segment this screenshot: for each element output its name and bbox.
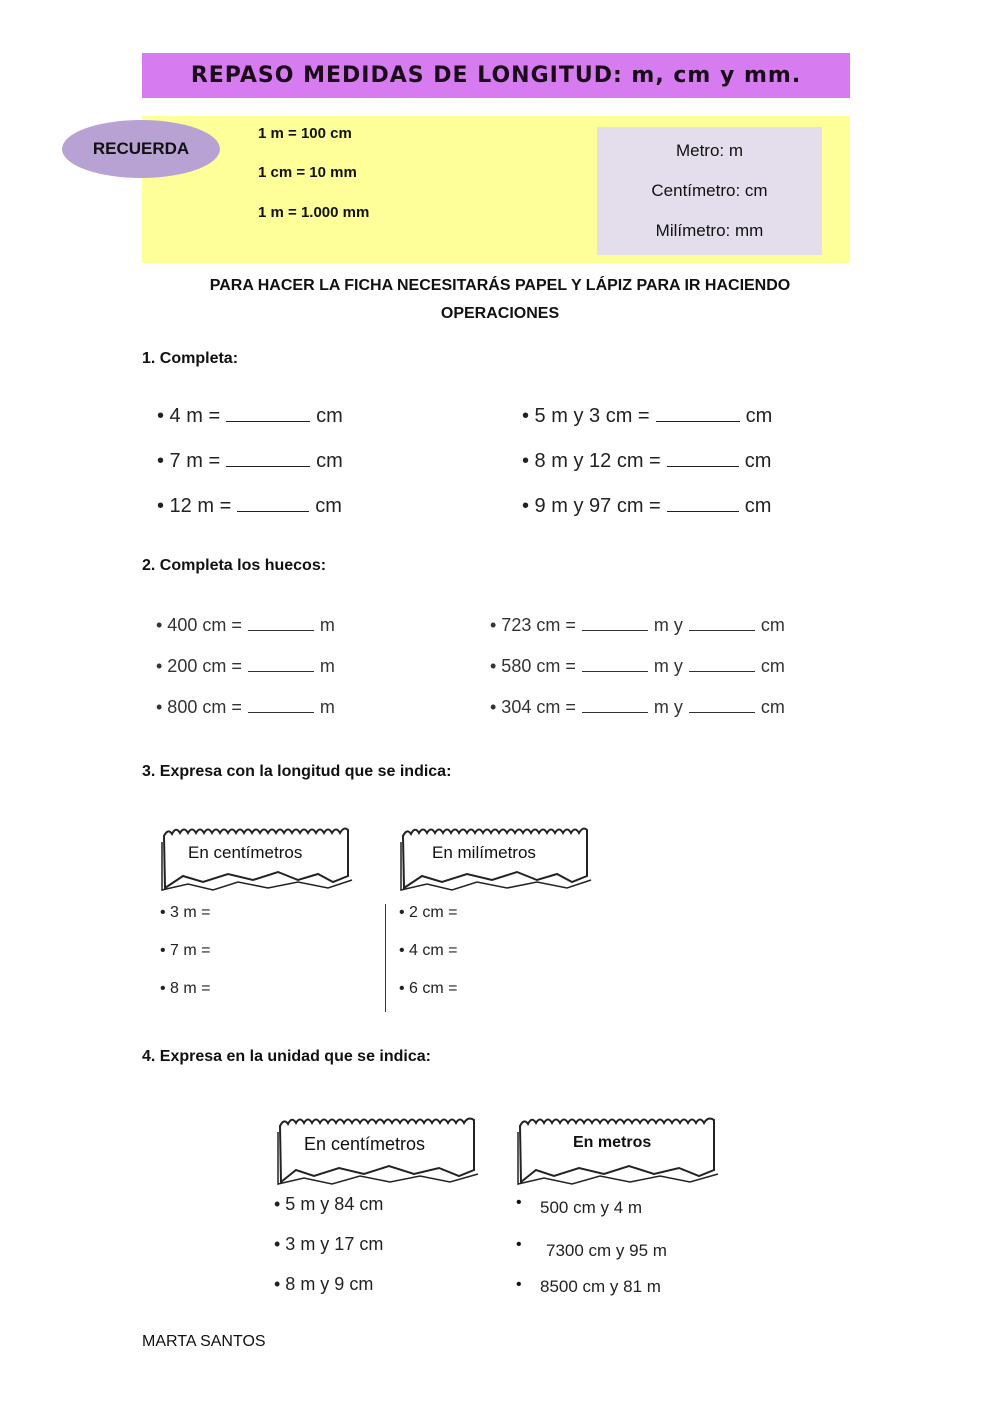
- exercise-3-right-2[interactable]: • 4 cm =: [399, 942, 458, 959]
- exercise-4-left-2[interactable]: • 3 m y 17 cm: [274, 1234, 384, 1254]
- exercise-4-left-3[interactable]: • 8 m y 9 cm: [274, 1274, 374, 1294]
- unit-metro: Metro: m: [675, 141, 744, 160]
- section-1-title: 1. Completa:: [142, 350, 239, 367]
- answer-blank[interactable]: [667, 495, 739, 512]
- exercise-2-right-1: • 723 cm = m y cm: [490, 615, 785, 635]
- exercise-2-left-3: • 800 cm = m: [156, 697, 335, 717]
- answer-blank[interactable]: [226, 405, 310, 422]
- worksheet-title: REPASO MEDIDAS DE LONGITUD: m, cm y mm.: [142, 53, 850, 98]
- exercise-1-right-1: • 5 m y 3 cm = cm: [522, 405, 773, 427]
- answer-blank[interactable]: [667, 450, 739, 467]
- exercise-2-right-3: • 304 cm = m y cm: [490, 697, 785, 717]
- banner-centimetros: En centímetros: [158, 822, 358, 892]
- bullet-icon: •: [516, 1236, 522, 1253]
- answer-blank-cm[interactable]: [689, 657, 755, 672]
- answer-blank[interactable]: [248, 698, 314, 713]
- exercise-3-left-2[interactable]: • 7 m =: [160, 942, 211, 959]
- exercise-2-left-2: • 200 cm = m: [156, 656, 335, 676]
- answer-blank[interactable]: [237, 495, 309, 512]
- answer-blank-cm[interactable]: [689, 698, 755, 713]
- instructions: [142, 272, 858, 328]
- answer-blank[interactable]: [226, 450, 310, 467]
- banner-milimetros: En milímetros: [397, 822, 597, 892]
- exercise-3-left-1[interactable]: • 3 m =: [160, 904, 211, 921]
- exercise-4-left-1[interactable]: • 5 m y 84 cm: [274, 1194, 384, 1214]
- banner-metros: En metros: [514, 1112, 724, 1186]
- equivalence-m-cm: 1 m = 100 cm: [258, 125, 352, 142]
- exercise-1-right-2: • 8 m y 12 cm = cm: [522, 450, 772, 472]
- section-3-title: 3. Expresa con la longitud que se indica:: [142, 763, 452, 780]
- exercise-1-left-2: • 7 m = cm: [157, 450, 343, 472]
- units-box: [597, 127, 822, 255]
- exercise-4-right-3[interactable]: 8500 cm y 81 m: [540, 1277, 661, 1296]
- bullet-icon: •: [516, 1194, 522, 1211]
- exercise-1-left-1: • 4 m = cm: [157, 405, 343, 427]
- exercise-3-left-3[interactable]: • 8 m =: [160, 980, 211, 997]
- exercise-2-right-2: • 580 cm = m y cm: [490, 656, 785, 676]
- recuerda-badge: RECUERDA: [62, 120, 220, 178]
- exercise-3-right-3[interactable]: • 6 cm =: [399, 980, 458, 997]
- column-divider: [385, 904, 386, 1012]
- section-4-title: 4. Expresa en la unidad que se indica:: [142, 1048, 431, 1065]
- answer-blank[interactable]: [656, 405, 740, 422]
- exercise-2-left-1: • 400 cm = m: [156, 615, 335, 635]
- unit-milimetro: Milímetro: mm: [655, 221, 764, 240]
- equivalence-cm-mm: 1 cm = 10 mm: [258, 164, 357, 181]
- exercise-4-right-2[interactable]: 7300 cm y 95 m: [546, 1241, 667, 1260]
- answer-blank[interactable]: [248, 616, 314, 631]
- banner-centimetros-2: En centímetros: [274, 1112, 484, 1186]
- section-2-title: 2. Completa los huecos:: [142, 557, 327, 574]
- exercise-4-right-1[interactable]: 500 cm y 4 m: [540, 1198, 643, 1217]
- answer-blank-m[interactable]: [582, 616, 648, 631]
- answer-blank[interactable]: [248, 657, 314, 672]
- equivalence-m-mm: 1 m = 1.000 mm: [258, 204, 370, 221]
- answer-blank-cm[interactable]: [689, 616, 755, 631]
- exercise-3-right-1[interactable]: • 2 cm =: [399, 904, 458, 921]
- instructions-line-1: PARA HACER LA FICHA NECESITARÁS PAPEL Y LÁPIZ PARA IR HACIENDO: [209, 277, 791, 294]
- answer-blank-m[interactable]: [582, 657, 648, 672]
- instructions-line-2: OPERACIONES: [440, 305, 560, 322]
- author-footer: MARTA SANTOS: [142, 1333, 266, 1350]
- answer-blank-m[interactable]: [582, 698, 648, 713]
- unit-centimetro: Centímetro: cm: [651, 181, 768, 200]
- exercise-1-right-3: • 9 m y 97 cm = cm: [522, 495, 772, 517]
- exercise-1-left-3: • 12 m = cm: [157, 495, 342, 517]
- bullet-icon: •: [516, 1276, 522, 1293]
